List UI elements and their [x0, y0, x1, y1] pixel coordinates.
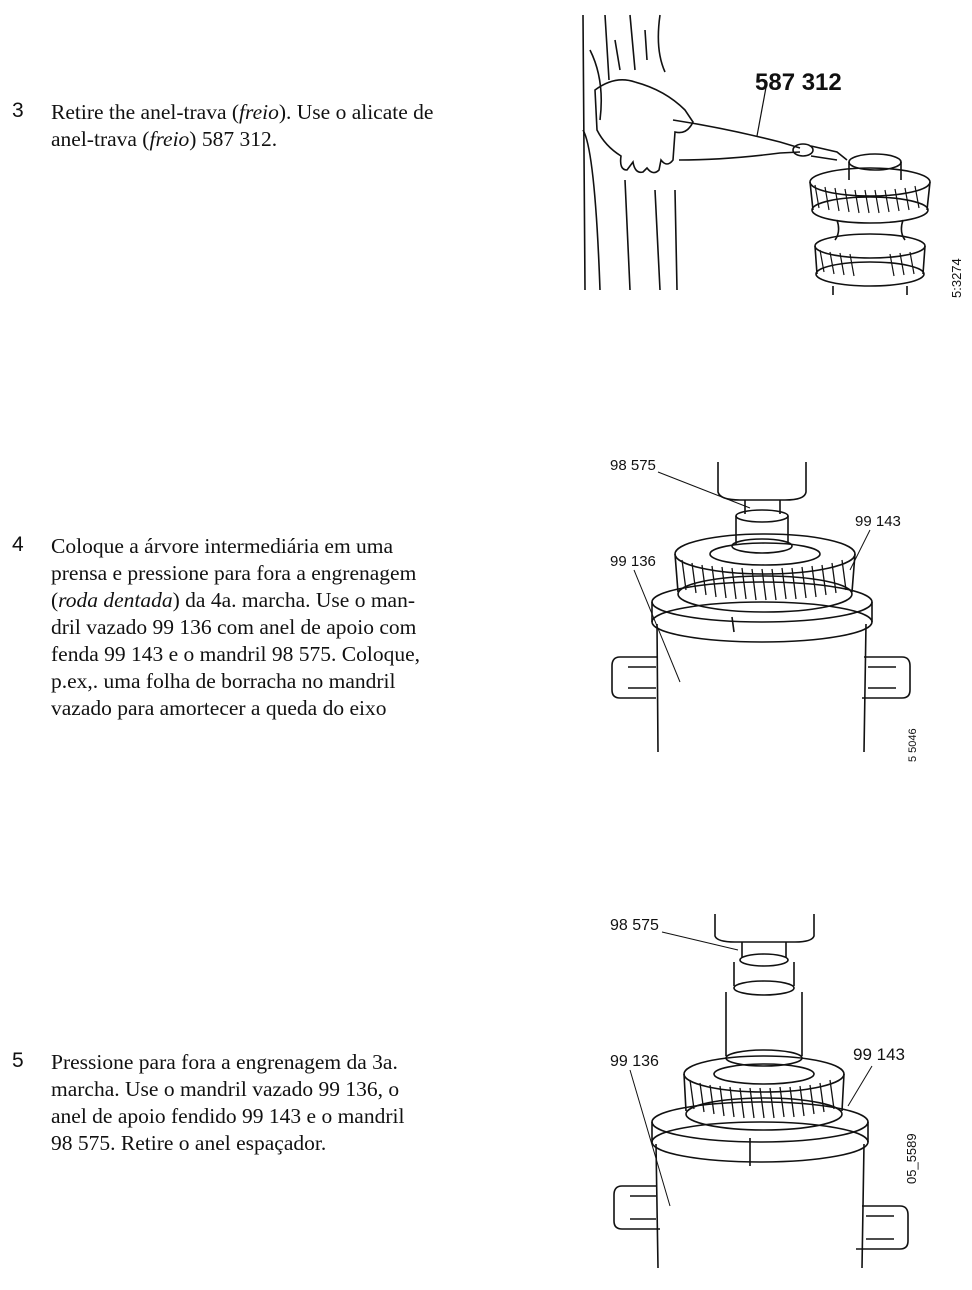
pliers-illustration: [575, 10, 965, 300]
step-number: 4: [12, 533, 24, 556]
step-text: [51, 533, 511, 722]
text-line: dril vazado 99 136 com anel de apoio com: [51, 615, 417, 639]
label-support-ring: 99 143: [853, 1045, 905, 1064]
text-line: vazado para amortecer a queda do eixo: [51, 696, 387, 720]
text-line: p.ex,. uma folha de borracha no mandril: [51, 669, 396, 693]
text-line: 98 575. Retire o anel espaçador.: [51, 1131, 327, 1155]
text-line: Pressione para fora a engrenagem da 3a.: [51, 1050, 398, 1074]
press-illustration: [600, 452, 940, 782]
label-mandrel: 98 575: [610, 457, 656, 474]
step-number: 5: [12, 1049, 24, 1072]
press-illustration: [600, 906, 940, 1286]
text-line: Coloque a árvore intermediária em uma: [51, 534, 394, 558]
figure-ref: 5:3274: [949, 258, 964, 298]
step-text: [51, 1049, 511, 1157]
step-text: [51, 99, 511, 153]
text-line: (roda dentada) da 4a. marcha. Use o man-: [51, 588, 416, 612]
tool-label: 587 312: [755, 69, 842, 96]
figure-press-4th-gear: [600, 452, 940, 782]
figure-ref: 05_5589: [904, 1133, 919, 1184]
step-number: 3: [12, 99, 24, 122]
text-line: fenda 99 143 e o mandril 98 575. Coloque,: [51, 642, 421, 666]
figure-press-3rd-gear: [600, 906, 940, 1286]
label-mandrel: 98 575: [610, 917, 659, 934]
text-line: anel de apoio fendido 99 143 e o mandril: [51, 1104, 405, 1128]
label-support-ring: 99 143: [855, 513, 901, 530]
text-line: Retire the anel-trava (freio). Use o alicate de: [51, 100, 434, 124]
text-line: marcha. Use o mandril vazado 99 136, o: [51, 1077, 400, 1101]
text-line: prensa e pressione para fora a engrenagem: [51, 561, 417, 585]
text-line: anel-trava (freio) 587 312.: [51, 127, 278, 151]
label-hollow-mandrel: 99 136: [610, 1053, 659, 1070]
figure-circlip-pliers: [575, 10, 965, 300]
figure-ref: 5 5046: [907, 728, 919, 762]
label-hollow-mandrel: 99 136: [610, 553, 656, 570]
